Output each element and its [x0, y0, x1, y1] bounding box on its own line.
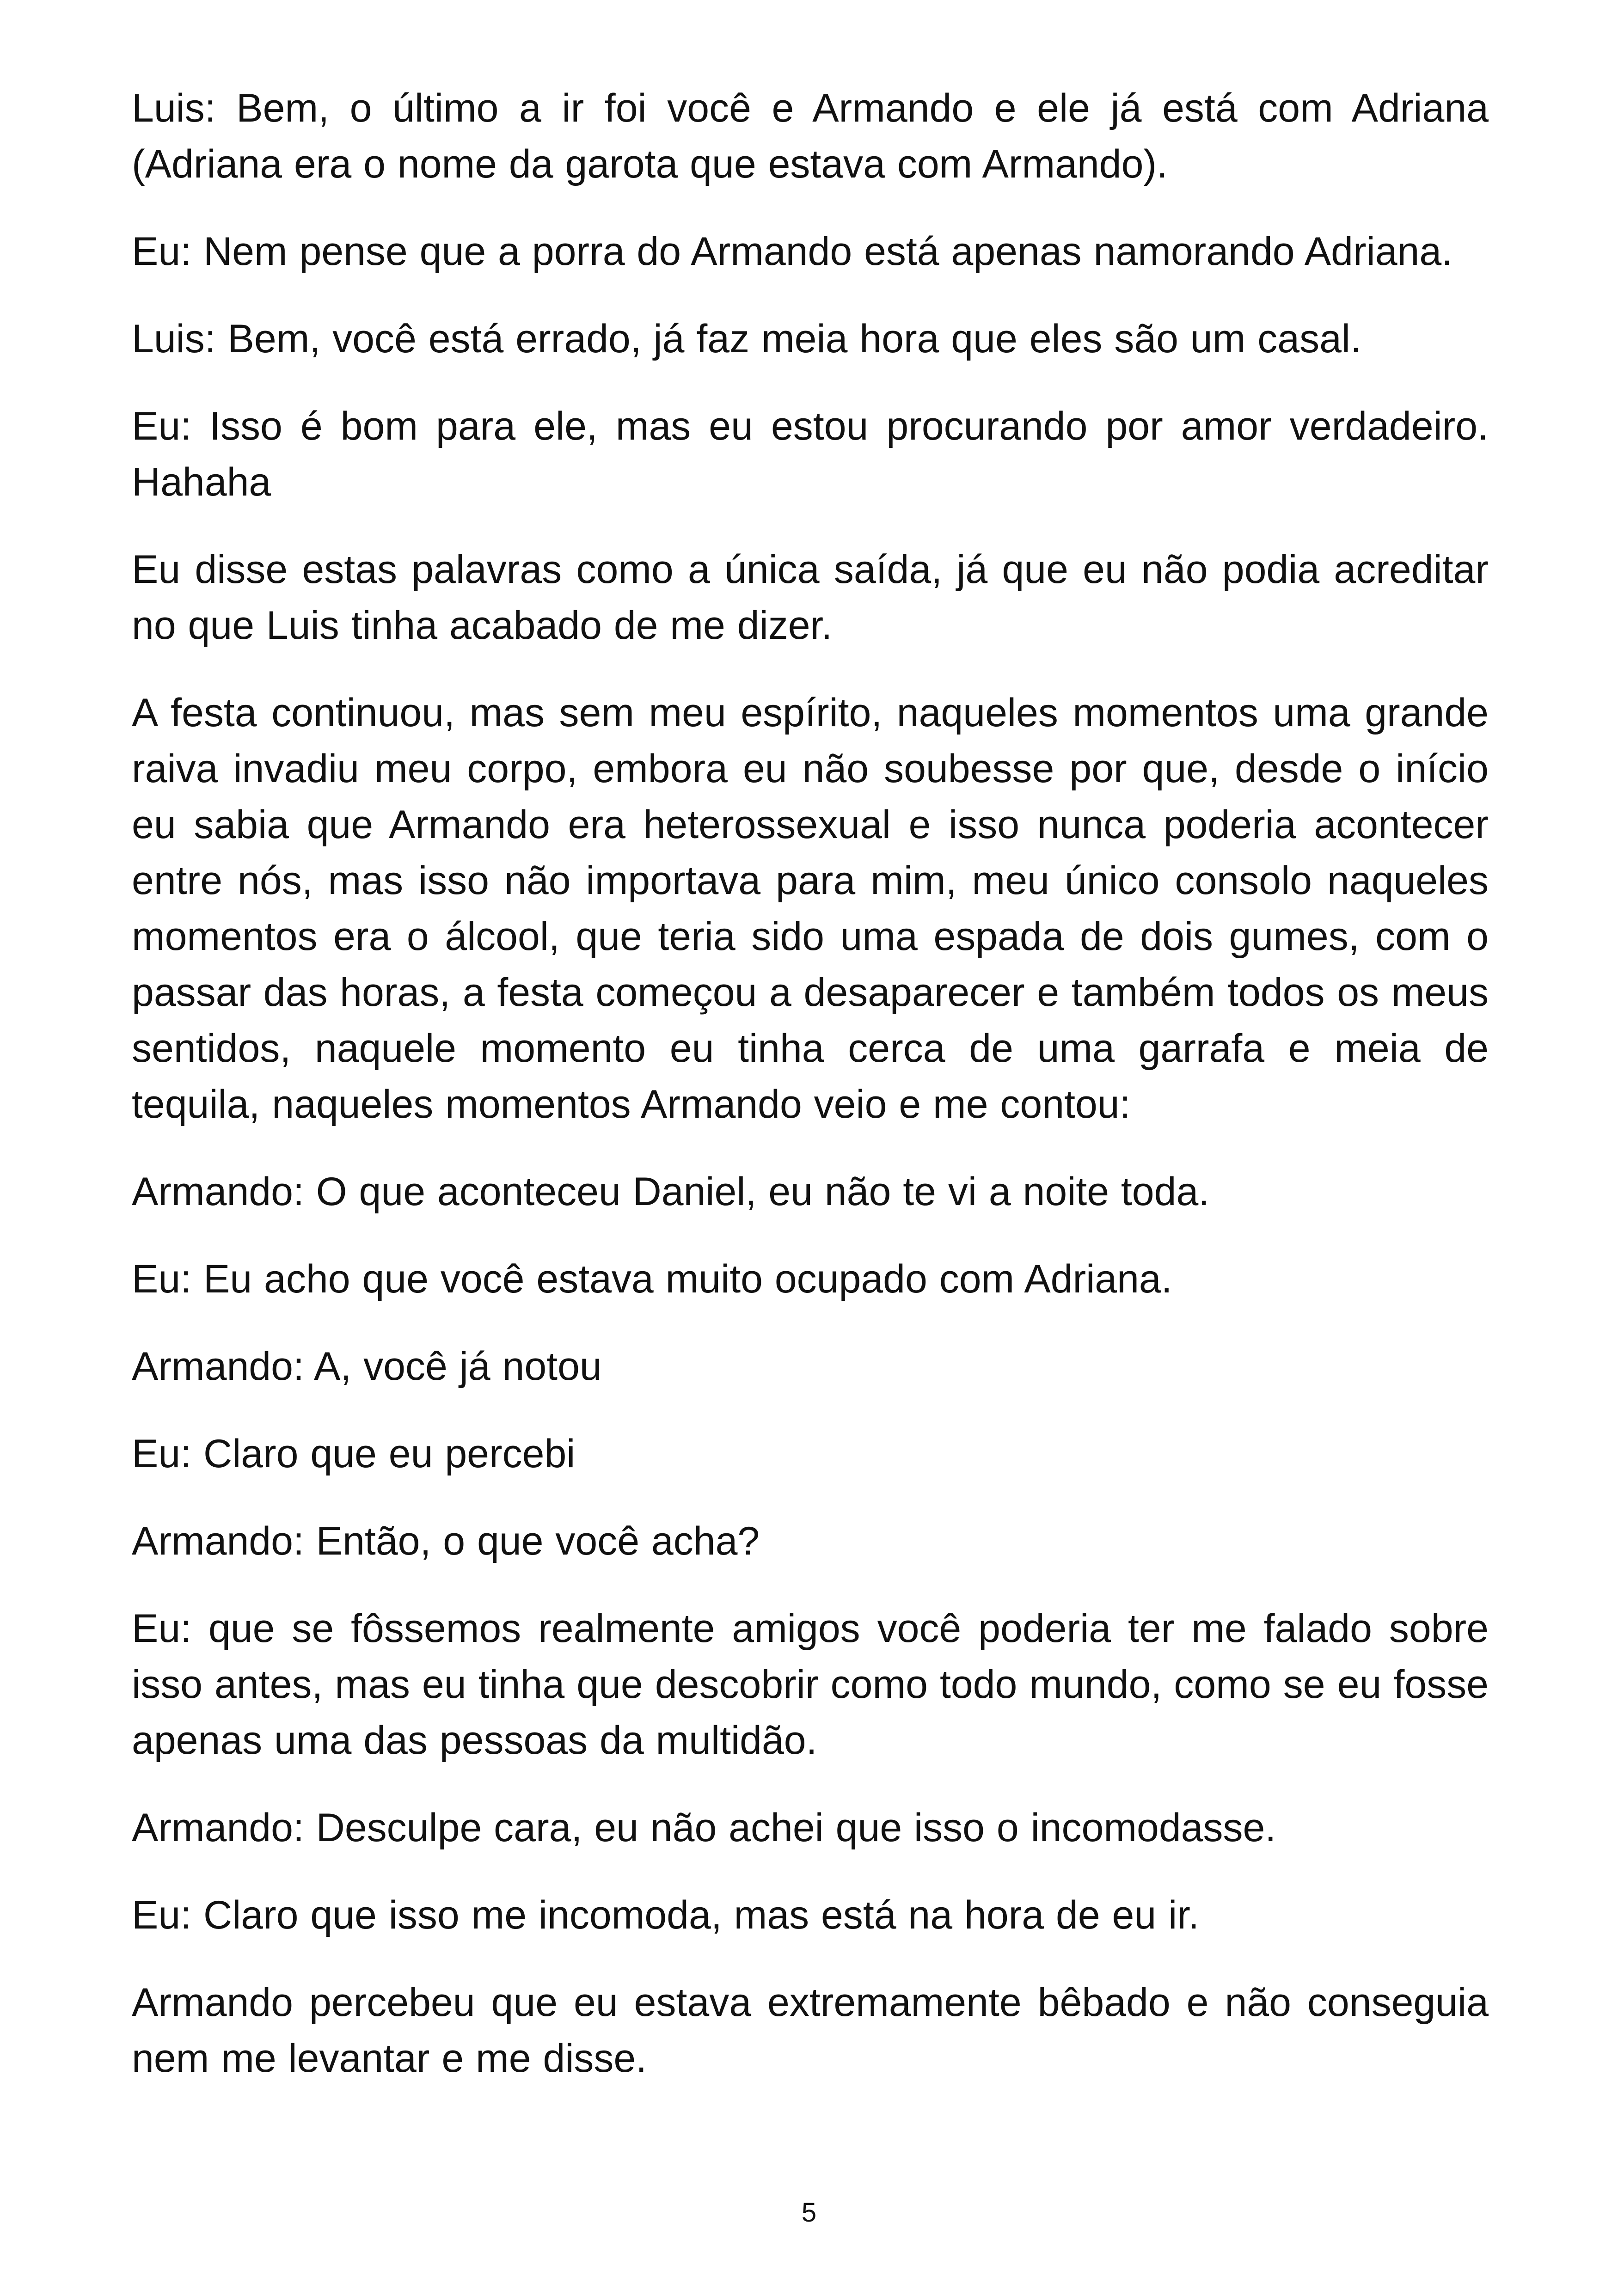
paragraph-4: Eu: Isso é bom para ele, mas eu estou procurando por amor verdadeiro. Hahaha: [132, 404, 1489, 504]
paragraph-9: Armando: A, você já notou: [132, 1344, 602, 1389]
paragraph-3: Luis: Bem, você está errado, já faz meia hora que eles são um casal.: [132, 317, 1361, 361]
text-body: [132, 80, 1489, 2118]
page-number: 5: [801, 2198, 817, 2228]
paragraph-8: Eu: Eu acho que você estava muito ocupado com Adriana.: [132, 1257, 1172, 1301]
paragraph-15: Armando percebeu que eu estava extremamente bêbado e não conseguia nem me levantar e me disse.: [132, 1980, 1489, 2081]
paragraph-5: Eu disse estas palavras como a única saída, já que eu não podia acreditar no que Luis tinha acabado de me dizer.: [132, 547, 1489, 648]
paragraph-1: Luis: Bem, o último a ir foi você e Armando e ele já está com Adriana (Adriana era o nome da garota que estava com Armando).: [132, 86, 1489, 186]
paragraph-10: Eu: Claro que eu percebi: [132, 1432, 576, 1476]
paragraph-13: Armando: Desculpe cara, eu não achei que isso o incomodasse.: [132, 1806, 1276, 1850]
paragraph-11: Armando: Então, o que você acha?: [132, 1519, 760, 1563]
paragraph-12: Eu: que se fôssemos realmente amigos você poderia ter me falado sobre isso antes, mas eu tinha que descobrir como todo mundo, como se eu fosse apenas uma das pessoas da multidão.: [132, 1606, 1489, 1763]
paragraph-6: A festa continuou, mas sem meu espírito, naqueles momentos uma grande raiva invadiu meu corpo, embora eu não soubesse por que, desde o início eu sabia que Armando era heterossexual e isso nunca poderia acontecer entre nós, mas isso não importava para mim, meu único consolo naqueles momentos era o álcool, que teria sido uma espada de dois gumes, com o passar das horas, a festa começou a desaparecer e também todos os meus sentidos, naquele momento eu tinha cerca de uma garrafa e meia de tequila, naqueles momentos Armando veio e me contou:: [132, 691, 1489, 1127]
paragraph-2: Eu: Nem pense que a porra do Armando está apenas namorando Adriana.: [132, 229, 1453, 274]
paragraph-14: Eu: Claro que isso me incomoda, mas está na hora de eu ir.: [132, 1893, 1200, 1937]
paragraph-7: Armando: O que aconteceu Daniel, eu não te vi a noite toda.: [132, 1169, 1210, 1214]
